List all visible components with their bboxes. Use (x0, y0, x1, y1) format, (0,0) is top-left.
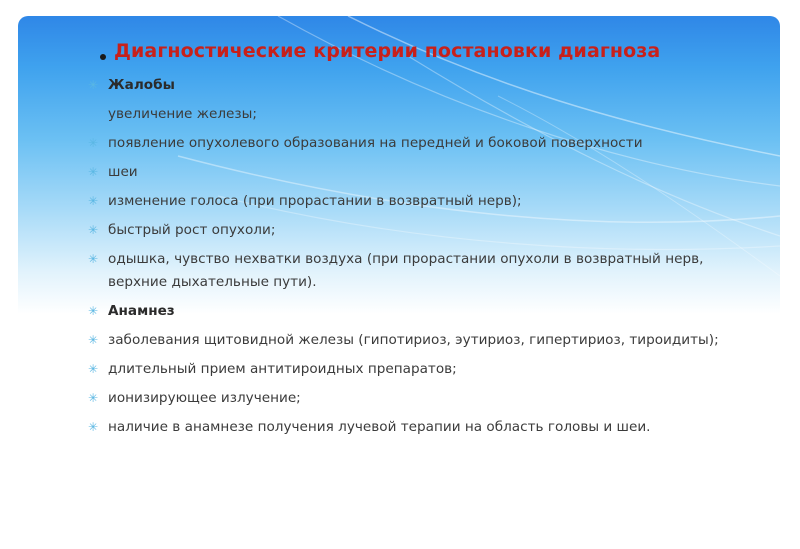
list-item-text: быстрый рост опухоли; (108, 222, 276, 238)
list-item-text: шеи (108, 164, 138, 180)
slide-title: Диагностические критерии постановки диагноза (114, 40, 661, 62)
bullet-icon: ✳ (88, 420, 99, 434)
list-item-text: длительный прием антитироидных препаратов; (108, 361, 457, 377)
list-item-text: Жалобы (108, 77, 175, 93)
list-item-text: изменение голоса (при прорастании в возвратный нерв); (108, 193, 522, 209)
list-item-text: появление опухолевого образования на передней и боковой поверхности (108, 135, 643, 151)
list-item-text: Анамнез (108, 303, 175, 319)
slide-panel (18, 16, 780, 530)
bullet-icon: ✳ (88, 252, 99, 266)
list-item (86, 161, 726, 184)
bullet-icon: ✳ (88, 78, 99, 92)
list-item-text: увеличение железы; (108, 106, 257, 122)
list-item-text: одышка, чувство нехватки воздуха (при прорастании опухоли в возвратный нерв, верхние дыхательные пути). (108, 251, 704, 290)
list-item (86, 329, 726, 352)
dot-icon (100, 54, 106, 60)
content-list (86, 74, 726, 445)
slide-content (18, 16, 780, 530)
list-item (86, 103, 726, 126)
list-item (86, 190, 726, 213)
list-item (86, 416, 726, 439)
bullet-icon: ✳ (88, 136, 99, 150)
bullet-icon: ✳ (88, 194, 99, 208)
list-item (86, 74, 726, 97)
bullet-icon: ✳ (88, 165, 99, 179)
list-item (86, 132, 726, 155)
bullet-icon: ✳ (88, 223, 99, 237)
list-item-text: заболевания щитовидной железы (гипотириоз, эутириоз, гипертириоз, тироидиты); (108, 332, 719, 348)
list-item (86, 387, 726, 410)
title-row (100, 40, 660, 62)
bullet-icon: ✳ (88, 362, 99, 376)
list-item-text: наличие в анамнезе получения лучевой терапии на область головы и шеи. (108, 419, 651, 435)
list-item (86, 358, 726, 381)
list-item-text: ионизирующее излучение; (108, 390, 301, 406)
bullet-icon: ✳ (88, 304, 99, 318)
list-item (86, 248, 726, 294)
bullet-icon: ✳ (88, 391, 99, 405)
list-item (86, 219, 726, 242)
bullet-icon: ✳ (88, 333, 99, 347)
list-item (86, 300, 726, 323)
